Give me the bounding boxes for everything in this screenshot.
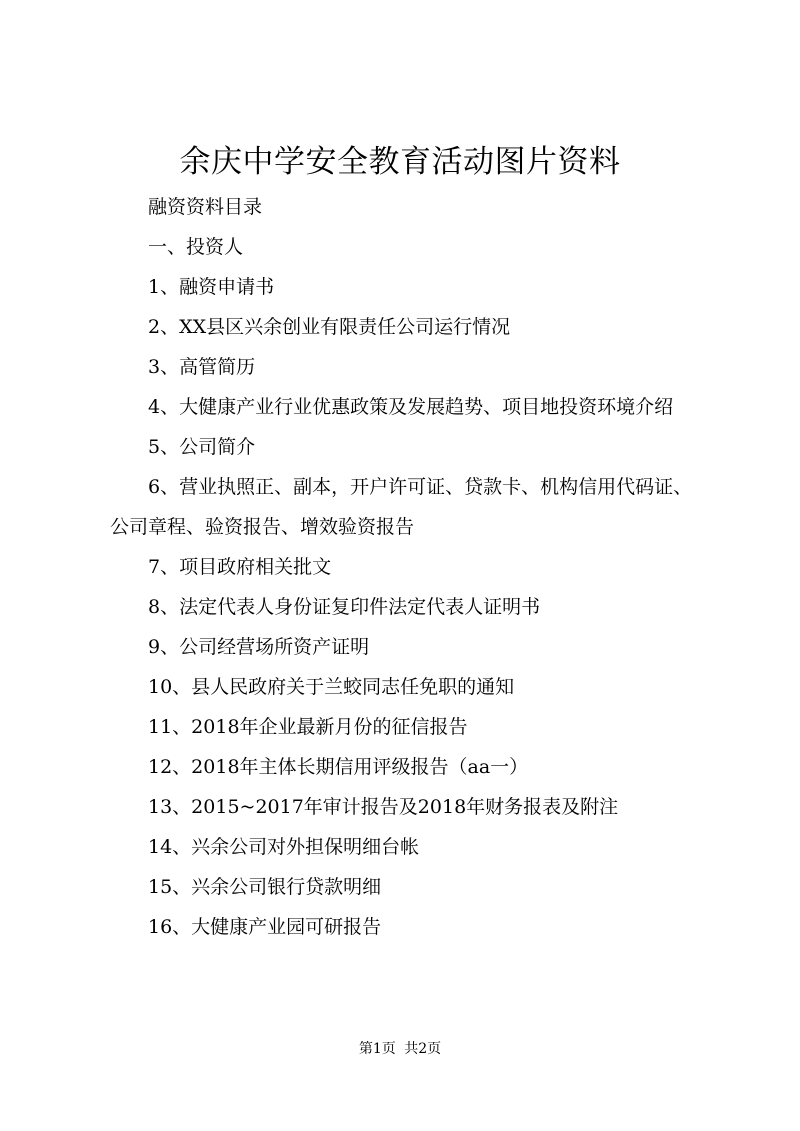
paragraph: 融资资料目录 bbox=[148, 196, 263, 218]
document-body bbox=[110, 187, 700, 947]
page-total: 共2页 bbox=[404, 1041, 442, 1057]
list-item: 15、兴余公司银行贷款明细 bbox=[148, 876, 382, 898]
list-item: 2、XX县区兴余创业有限责任公司运行情况 bbox=[148, 316, 511, 338]
list-item: 7、项目政府相关批文 bbox=[148, 556, 332, 578]
list-item: 5、公司简介 bbox=[148, 436, 256, 458]
list-item: 1、融资申请书 bbox=[148, 276, 275, 298]
list-item: 9、公司经营场所资产证明 bbox=[148, 636, 370, 658]
paragraph: 一、投资人 bbox=[148, 236, 244, 258]
list-item: 3、高管简历 bbox=[148, 356, 256, 378]
list-item: 10、县人民政府关于兰蛟同志任免职的通知 bbox=[148, 676, 515, 698]
page-footer bbox=[0, 1039, 800, 1059]
list-item: 14、兴余公司对外担保明细台帐 bbox=[148, 836, 420, 858]
list-item: 8、法定代表人身份证复印件法定代表人证明书 bbox=[148, 596, 541, 618]
page-number: 第1页 bbox=[358, 1041, 396, 1057]
list-item: 13、2015~2017年审计报告及2018年财务报表及附注 bbox=[148, 796, 619, 818]
list-item: 12、2018年主体长期信用评级报告（aa一） bbox=[148, 756, 529, 778]
list-item: 6、营业执照正、副本，开户许可证、贷款卡、机构信用代码证、公司章程、验资报告、增效验资报告 bbox=[110, 476, 693, 538]
document-title: 余庆中学安全教育活动图片资料 bbox=[179, 144, 621, 180]
list-item: 16、大健康产业园可研报告 bbox=[148, 916, 382, 938]
list-item: 4、大健康产业行业优惠政策及发展趋势、项目地投资环境介绍 bbox=[148, 396, 674, 418]
list-item: 11、2018年企业最新月份的征信报告 bbox=[148, 716, 468, 738]
